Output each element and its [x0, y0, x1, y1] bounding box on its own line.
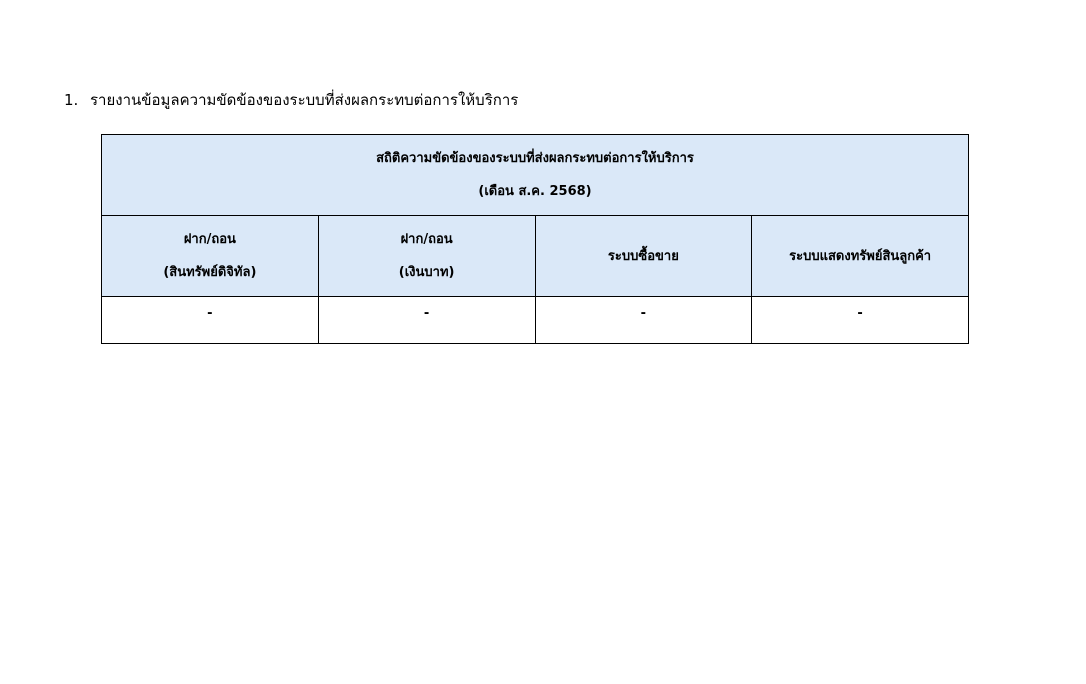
- column-header-baht-deposit-withdraw: [318, 216, 535, 297]
- table-title-cell: [102, 135, 969, 216]
- column-header-crypto-deposit-withdraw: [102, 216, 319, 297]
- value-trading-system: -: [535, 297, 752, 344]
- value-customer-assets-display: -: [752, 297, 969, 344]
- table-header-row: [102, 216, 969, 297]
- table-title: สถิติความขัดข้องของระบบที่ส่งผลกระทบต่อการให้บริการ: [376, 151, 694, 166]
- column-header-customer-assets-display: [752, 216, 969, 297]
- table-title-row: [102, 135, 969, 216]
- outage-statistics-table: [101, 134, 969, 344]
- column-header-label: ฝาก/ถอน: [183, 232, 236, 247]
- section-number: 1.: [64, 91, 79, 109]
- column-header-label: ระบบซื้อขาย: [607, 248, 679, 264]
- value-crypto-deposit-withdraw: -: [102, 297, 319, 344]
- column-header-label: ระบบแสดงทรัพย์สินลูกค้า: [789, 248, 932, 264]
- table-row: [102, 297, 969, 344]
- section-title: รายงานข้อมูลความขัดข้องของระบบที่ส่งผลกระทบต่อการให้บริการ: [90, 91, 519, 109]
- column-header-sublabel: (สินทรัพย์ดิจิทัล): [163, 265, 257, 280]
- column-header-trading-system: [535, 216, 752, 297]
- column-header-label: ฝาก/ถอน: [400, 232, 453, 247]
- section-heading: [64, 88, 518, 112]
- table-period: (เดือน ส.ค. 2568): [478, 184, 592, 199]
- column-header-sublabel: (เงินบาท): [398, 265, 455, 280]
- value-baht-deposit-withdraw: -: [318, 297, 535, 344]
